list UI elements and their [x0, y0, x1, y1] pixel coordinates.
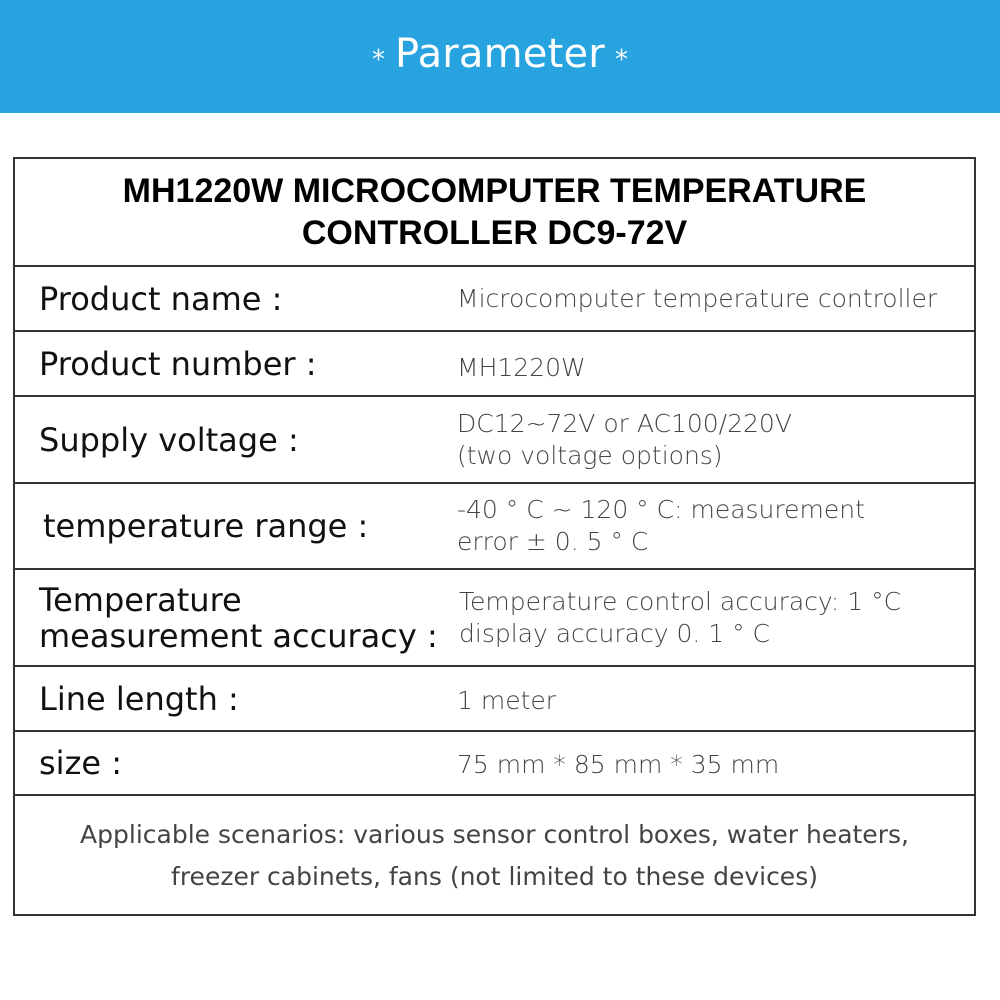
footer-line-2: freezer cabinets, fans (not limited to these devices): [171, 862, 818, 891]
row-label: Product name :: [39, 279, 283, 318]
value-line: -40 ° C ~ 120 ° C: measurement: [457, 495, 865, 524]
heading-line-2: CONTROLLER DC9-72V: [301, 214, 688, 252]
value-line: 75 mm * 85 mm * 35 mm: [457, 750, 780, 779]
row-size: [15, 732, 974, 796]
value-line: MH1220W: [457, 352, 586, 382]
row-value: [459, 570, 969, 665]
label-line: Temperature: [39, 580, 242, 619]
footer-line-1: Applicable scenarios: various sensor control boxes, water heaters,: [80, 820, 909, 849]
value-line: (two voltage options): [457, 440, 723, 470]
row-label: Product number :: [39, 344, 317, 383]
row-value: [457, 397, 967, 482]
row-value: [457, 667, 967, 730]
label-line: measurement accuracy :: [39, 616, 438, 655]
banner-title: Parameter: [395, 30, 605, 77]
row-value: [457, 267, 967, 330]
row-value: [457, 484, 967, 568]
star-right-icon: *: [614, 44, 628, 75]
heading-line-1: MH1220W MICROCOMPUTER TEMPERATURE: [122, 172, 867, 210]
value-line: display accuracy 0. 1 ° C: [459, 618, 771, 648]
row-label: [39, 570, 438, 665]
value-line: error ± 0. 5 ° C: [457, 527, 649, 556]
parameter-banner: [0, 0, 1000, 113]
row-measurement-accuracy: [15, 570, 974, 667]
star-left-icon: *: [372, 44, 386, 75]
banner-content: [372, 31, 628, 77]
value-line: 1 meter: [457, 685, 557, 715]
row-line-length: [15, 667, 974, 732]
row-value: [457, 732, 967, 794]
table-heading: [15, 159, 974, 267]
row-product-number: [15, 332, 974, 397]
row-label: size :: [39, 744, 122, 782]
row-supply-voltage: [15, 397, 974, 484]
row-label: Line length :: [39, 679, 239, 718]
value-line: DC12~72V or AC100/220V: [457, 408, 792, 438]
value-line: Temperature control accuracy: 1 °C: [459, 586, 902, 616]
value-line: Microcomputer temperature controller: [457, 283, 938, 313]
row-temperature-range: [15, 484, 974, 570]
row-product-name: [15, 267, 974, 332]
spec-table: [13, 157, 976, 916]
row-label: Supply voltage :: [39, 420, 299, 459]
row-value: [457, 332, 967, 395]
applicable-scenarios: [15, 796, 974, 916]
row-label: temperature range :: [43, 507, 369, 545]
